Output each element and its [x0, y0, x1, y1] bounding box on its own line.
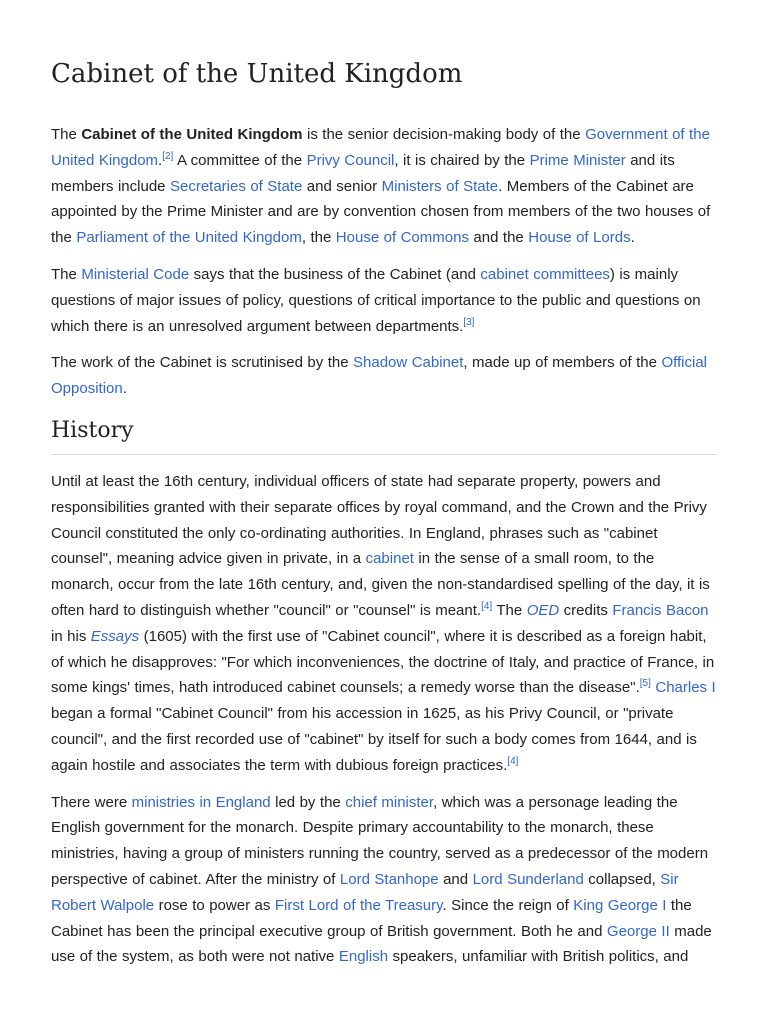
- text: The: [492, 601, 527, 619]
- link-english[interactable]: English: [338, 948, 389, 966]
- link-essays-text: Essays: [90, 627, 140, 645]
- history-paragraph-2: [51, 790, 717, 971]
- text: Until at least the 16th century, individual officers of state had separate property, powers and responsibilities granted with their separate offices by royal command, and the Crown and the Privy Council constituted the only co-ordinating authorities. In England, phrases such as "cabinet counsel", meaning advice given in private, in a: [51, 472, 707, 568]
- link-king-george-i[interactable]: King George I: [573, 896, 667, 914]
- text: the Cabinet has been the principal executive group of British government. Both he and: [51, 896, 692, 940]
- link-charles-i[interactable]: Charles I: [655, 679, 716, 697]
- lead-paragraph-3: [51, 350, 717, 402]
- link-oed[interactable]: [527, 602, 560, 619]
- citation-4[interactable]: [4]: [481, 600, 493, 612]
- text: , it is chaired by the: [394, 151, 530, 169]
- link-lord-stanhope[interactable]: Lord Stanhope: [339, 870, 439, 888]
- text: rose to power as: [154, 896, 275, 914]
- link-chief-minister[interactable]: chief minister: [345, 793, 434, 811]
- history-section: [51, 469, 717, 970]
- text: and its members include: [51, 151, 675, 195]
- citation-3[interactable]: [3]: [463, 316, 475, 328]
- citation-2[interactable]: [2]: [162, 150, 174, 162]
- text: began a formal "Cabinet Council" from his accession in 1625, as his Privy Council, or "private council", and the first recorded use of "cabinet" by itself for such a body comes from 1644, and is again hostile and associates the term with dubious foreign practices.: [51, 705, 697, 774]
- text: collapsed,: [583, 870, 661, 888]
- link-shadow-cabinet[interactable]: Shadow Cabinet: [353, 354, 464, 372]
- section-heading-history: History: [51, 416, 717, 455]
- link-first-lord-of-the-treasury[interactable]: First Lord of the Treasury: [274, 896, 443, 914]
- link-cabinet-committees[interactable]: cabinet committees: [480, 265, 610, 283]
- lead-paragraph-1: [51, 122, 717, 251]
- citation-4[interactable]: [4]: [507, 755, 519, 767]
- link-official-opposition[interactable]: Official Opposition: [51, 354, 708, 398]
- link-house-of-lords[interactable]: House of Lords: [528, 229, 631, 247]
- link-privy-council[interactable]: Privy Council: [306, 151, 395, 169]
- link-government-of-the-united-kingdom[interactable]: Government of the United Kingdom: [51, 126, 710, 169]
- text: .: [122, 380, 127, 398]
- text: . Members of the Cabinet are appointed by the Prime Minister and are by convention chosen from members of the two houses of the: [51, 177, 711, 247]
- text: led by the: [270, 793, 346, 811]
- link-ministerial-code[interactable]: Ministerial Code: [81, 265, 190, 283]
- text: and senior: [302, 177, 382, 195]
- text: in the sense of a small room, to the monarch, occur from the late 16th century, and, given the non-standardised spelling of the day, it is often hard to distinguish whether "council" or "counsel" is meant.: [51, 550, 710, 619]
- text: ) is mainly questions of major issues of policy, questions of critical importance to the public and questions on which there is an unresolved argument between departments.: [51, 265, 701, 335]
- citation-5[interactable]: [5]: [639, 678, 651, 690]
- text: There were: [51, 793, 132, 811]
- link-house-of-commons[interactable]: House of Commons: [335, 229, 469, 247]
- link-francis-bacon[interactable]: Francis Bacon: [612, 601, 709, 619]
- link-ministries-in-england[interactable]: ministries in England: [131, 793, 271, 811]
- text: is the senior decision-making body of the: [302, 126, 586, 143]
- link-lord-sunderland[interactable]: Lord Sunderland: [472, 870, 584, 888]
- link-secretaries-of-state[interactable]: Secretaries of State: [169, 177, 303, 195]
- link-oed-text: OED: [526, 601, 560, 619]
- link-prime-minister[interactable]: Prime Minister: [529, 151, 626, 169]
- text: .: [630, 229, 635, 247]
- text: , made up of members of the: [463, 354, 662, 372]
- link-cabinet[interactable]: cabinet: [365, 550, 414, 568]
- text: A committee of the: [173, 151, 307, 169]
- text: says that the business of the Cabinet (and: [189, 265, 481, 283]
- lead-section: [51, 122, 717, 402]
- text: and: [438, 870, 473, 888]
- text: in his: [51, 627, 91, 645]
- text: The: [51, 265, 82, 283]
- text: (1605) with the first use of "Cabinet council", where it is described as a foreign habit, of which he disapproves: "For which inconveniences, the doctrine of Italy, and practice of France, in some kings' times, hath introduced cabinet counsels; a remedy worse than the disease".: [51, 627, 715, 697]
- link-ministers-of-state[interactable]: Ministers of State: [381, 177, 499, 195]
- lead-paragraph-2: [51, 262, 717, 339]
- text: , the: [301, 229, 336, 247]
- link-george-ii[interactable]: George II: [606, 922, 670, 940]
- history-paragraph-1: [51, 469, 717, 779]
- text: .: [158, 151, 163, 169]
- page-title: Cabinet of the United Kingdom: [51, 59, 463, 89]
- text: made use of the system, as both were not native: [51, 922, 712, 966]
- text: and the: [468, 229, 529, 247]
- text: , which was a personage leading the English government for the monarch. Despite primary accountability to the monarch, these ministries, having a group of ministers running the country, served as a predecessor of the modern perspective of cabinet. After the ministry of: [51, 793, 709, 888]
- link-essays[interactable]: [91, 628, 139, 645]
- bold-term: Cabinet of the United Kingdom: [81, 126, 303, 143]
- text: The work of the Cabinet is scrutinised by the: [51, 354, 354, 372]
- text: speakers, unfamiliar with British politics, and: [388, 948, 689, 966]
- text: credits: [559, 601, 613, 619]
- link-sir-robert-walpole[interactable]: Sir Robert Walpole: [51, 870, 679, 914]
- link-parliament[interactable]: Parliament of the United Kingdom: [76, 229, 302, 247]
- text: . Since the reign of: [442, 896, 574, 914]
- text: The: [51, 126, 82, 143]
